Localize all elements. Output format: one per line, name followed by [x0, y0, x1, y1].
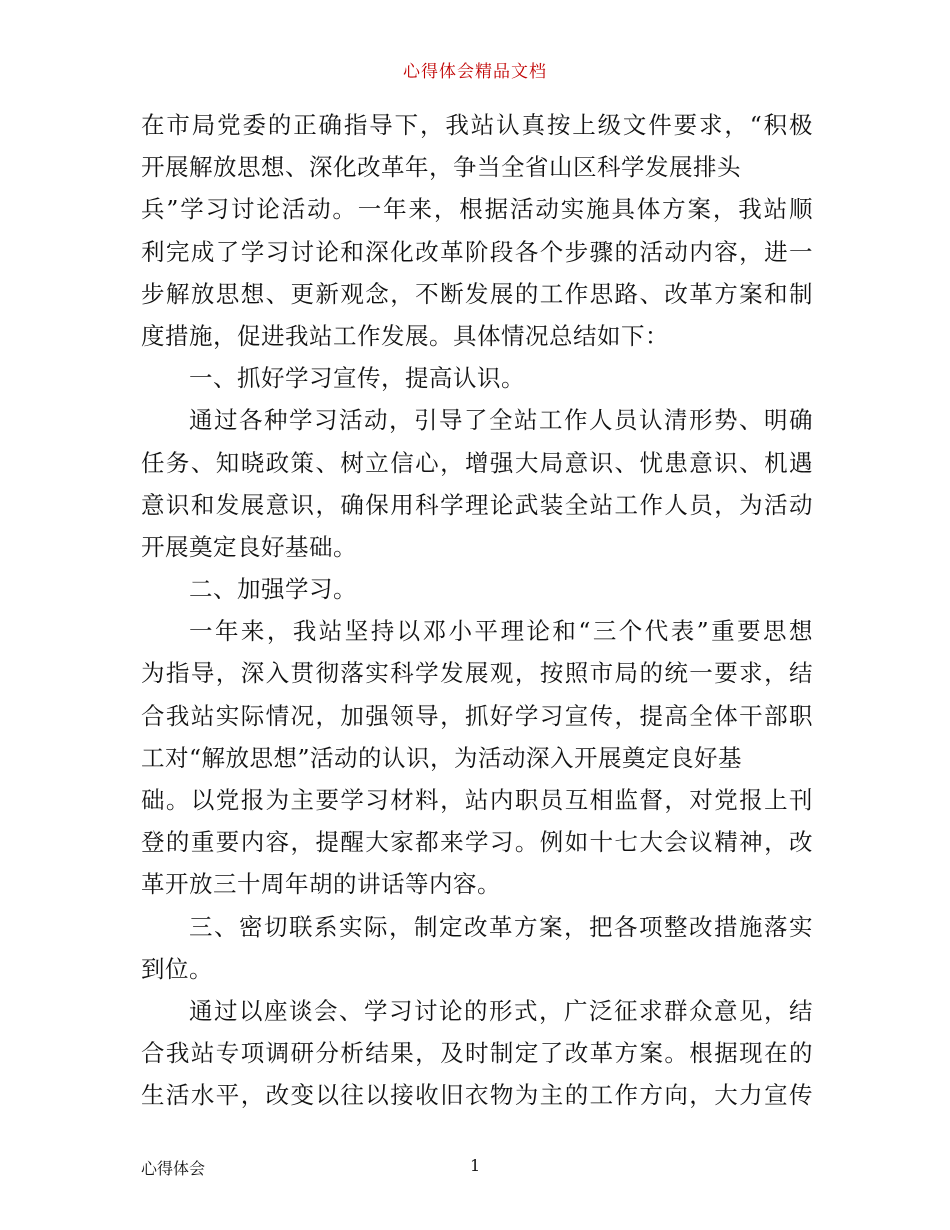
- body-line: 意识和发展意识，确保用科学理论武装全站工作人员，为活动: [141, 490, 813, 519]
- body-line: 为指导，深入贯彻落实科学发展观，按照市局的统一要求，结: [141, 659, 813, 688]
- body-line: 在市局党委的正确指导下，我站认真按上级文件要求，“积极: [141, 111, 813, 139]
- body-line: 任务、知晓政策、树立信心，增强大局意识、忧患意识、机遇: [141, 448, 813, 477]
- body-line: 度措施，促进我站工作发展。具体情况总结如下：: [141, 321, 669, 350]
- body-line: 登的重要内容，提醒大家都来学习。例如十七大会议精神，改: [141, 828, 813, 857]
- body-line: 工对“解放思想”活动的认识，为活动深入开展奠定良好基: [141, 743, 743, 772]
- document-body: [141, 104, 813, 1117]
- body-line: 通过以座谈会、学习讨论的形式，广泛征求群众意见，结: [189, 996, 813, 1025]
- body-line: 利完成了学习讨论和深化改革阶段各个步骤的活动内容，进一: [141, 237, 813, 266]
- page-number: 1: [470, 1156, 481, 1175]
- footer-label: 心得体会: [141, 1159, 206, 1178]
- body-line: 生活水平，改变以往以接收旧衣物为主的工作方向，大力宣传: [141, 1081, 813, 1110]
- body-line: 兵”学习讨论活动。一年来，根据活动实施具体方案，我站顺: [141, 195, 813, 224]
- body-line: 革开放三十周年胡的讲话等内容。: [141, 870, 501, 899]
- body-line: 合我站实际情况，加强领导，抓好学习宣传，提高全体干部职: [141, 701, 813, 730]
- body-line: 开展解放思想、深化改革年，争当全省山区科学发展排头: [141, 153, 741, 182]
- document-header-title: 心得体会精品文档: [403, 62, 547, 82]
- body-line: 一年来，我站坚持以邓小平理论和“三个代表”重要思想: [189, 617, 813, 646]
- body-line: 步解放思想、更新观念，不断发展的工作思路、改革方案和制: [141, 279, 813, 308]
- section-heading: 二、加强学习。: [189, 575, 357, 604]
- section-heading: 三、密切联系实际，制定改革方案，把各项整改措施落实: [189, 912, 813, 941]
- section-heading: 一、抓好学习宣传，提高认识。: [189, 364, 525, 393]
- body-line: 合我站专项调研分析结果，及时制定了改革方案。根据现在的: [141, 1039, 813, 1068]
- body-line: 通过各种学习活动，引导了全站工作人员认清形势、明确: [189, 406, 813, 435]
- body-line: 础。以党报为主要学习材料，站内职员互相监督，对党报上刊: [141, 786, 813, 814]
- body-line: 开展奠定良好基础。: [141, 532, 357, 561]
- body-line: 到位。: [141, 954, 213, 983]
